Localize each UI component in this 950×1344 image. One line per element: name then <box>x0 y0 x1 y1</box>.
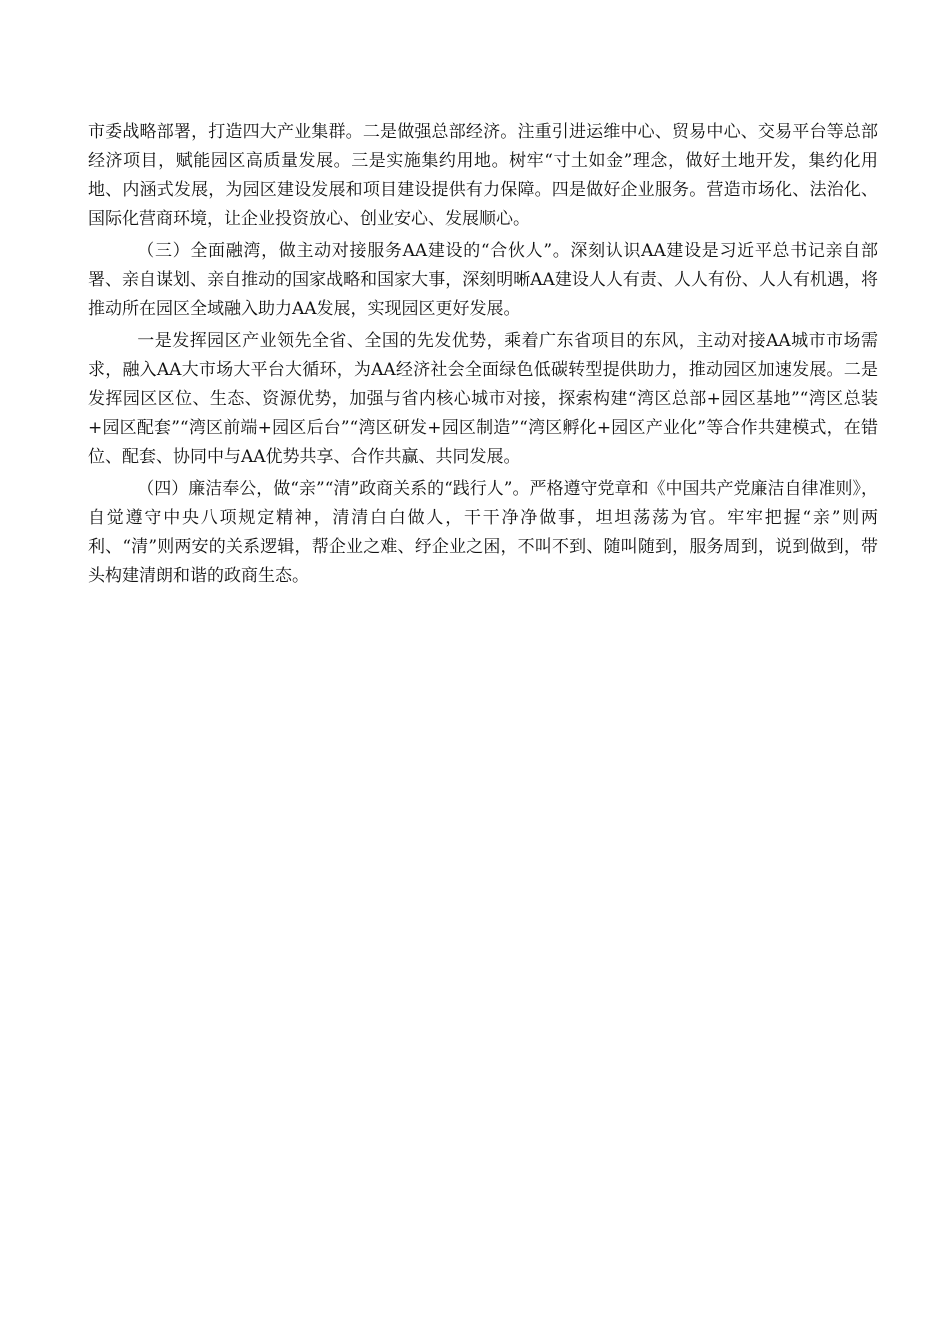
paragraph-integration-heading: （三）全面融湾，做主动对接服务AA建设的“合伙人”。深刻认识AA建设是习近平总书记亲自部署、亲自谋划、亲自推动的国家战略和国家大事，深刻明晰AA建设人人有责、人人有份、人人有机遇，将推动所在园区全域融入助力AA发展，实现园区更好发展。 <box>88 241 878 319</box>
document-body <box>88 118 878 594</box>
paragraph-integrity: （四）廉洁奉公，做“亲”“清”政商关系的“践行人”。严格遵守党章和《中国共产党廉洁自律准则》，自觉遵守中央八项规定精神，清清白白做人，干干净净做事，坦坦荡荡为官。牢牢把握“亲”则两利、“清”则两安的关系逻辑，帮企业之难、纾企业之困，不叫不到、随叫随到，服务周到，说到做到，带头构建清朗和谐的政商生态。 <box>88 479 878 586</box>
paragraph-integration-measures: 一是发挥园区产业领先全省、全国的先发优势，乘着广东省项目的东风，主动对接AA城市市场需求，融入AA大市场大平台大循环，为AA经济社会全面绿色低碳转型提供助力，推动园区加速发展。二是发挥园区区位、生态、资源优势，加强与省内核心城市对接，探索构建“湾区总部+园区基地”“湾区总装+园区配套”“湾区前端+园区后台”“湾区研发+园区制造”“湾区孵化+园区产业化”等合作共建模式，在错位、配套、协同中与AA优势共享、合作共赢、共同发展。 <box>88 331 878 467</box>
paragraph-industry-services: 市委战略部署，打造四大产业集群。二是做强总部经济。注重引进运维中心、贸易中心、交易平台等总部经济项目，赋能园区高质量发展。三是实施集约用地。树牢“寸土如金”理念，做好土地开发，集约化用地、内涵式发展，为园区建设发展和项目建设提供有力保障。四是做好企业服务。营造市场化、法治化、国际化营商环境，让企业投资放心、创业安心、发展顺心。 <box>88 122 878 229</box>
